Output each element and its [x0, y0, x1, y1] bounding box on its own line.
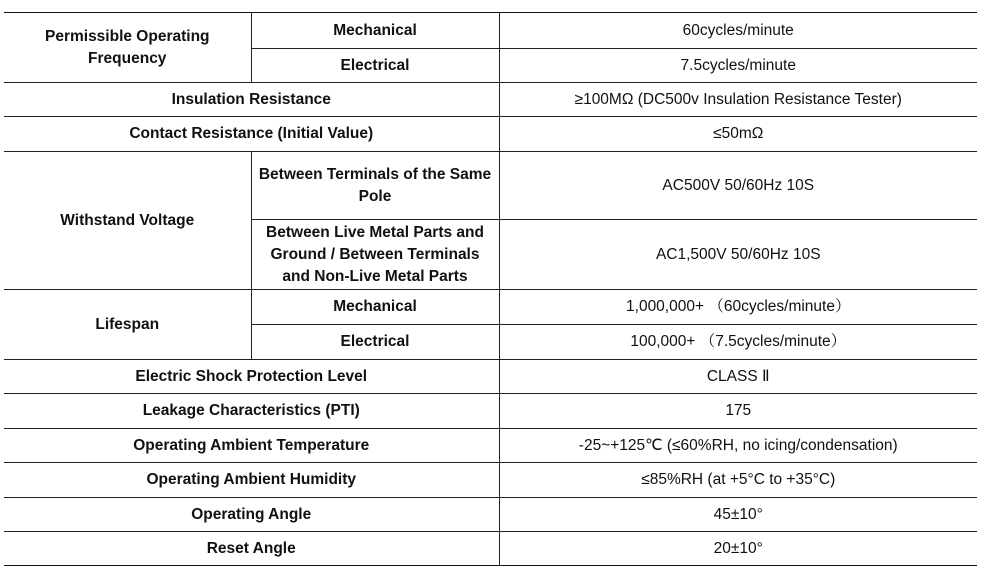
table-row — [4, 463, 977, 498]
table-row — [4, 429, 977, 463]
lifespan-mechanical-value: 1,000,000+ （60cycles/minute） — [499, 290, 977, 325]
table-row — [4, 152, 977, 220]
operating-angle-label: Operating Angle — [4, 498, 499, 532]
lifespan-label: Lifespan — [4, 290, 251, 360]
table-row — [4, 394, 977, 429]
specifications-table — [4, 12, 977, 566]
shock-protection-label: Electric Shock Protection Level — [4, 360, 499, 394]
table-row — [4, 117, 977, 152]
insulation-resistance-value: ≥100MΩ (DC500v Insulation Resistance Tester) — [499, 83, 977, 117]
ambient-temperature-value: -25~+125℃ (≤60%RH, no icing/condensation) — [499, 429, 977, 463]
live-metal-value: AC1,500V 50/60Hz 10S — [499, 220, 977, 290]
ambient-humidity-value: ≤85%RH (at +5°C to +35°C) — [499, 463, 977, 498]
lifespan-electrical-label: Electrical — [251, 325, 499, 360]
table-row — [4, 83, 977, 117]
shock-protection-value: CLASS Ⅱ — [499, 360, 977, 394]
table-row — [4, 13, 977, 49]
live-metal-label: Between Live Metal Parts and Ground / Between Terminals and Non-Live Metal Parts — [251, 220, 499, 290]
leakage-value: 175 — [499, 394, 977, 429]
table-row — [4, 360, 977, 394]
insulation-resistance-label: Insulation Resistance — [4, 83, 499, 117]
contact-resistance-value: ≤50mΩ — [499, 117, 977, 152]
operating-angle-value: 45±10° — [499, 498, 977, 532]
contact-resistance-label: Contact Resistance (Initial Value) — [4, 117, 499, 152]
ambient-humidity-label: Operating Ambient Humidity — [4, 463, 499, 498]
operating-frequency-label: Permissible Operating Frequency — [4, 13, 251, 83]
ambient-temperature-label: Operating Ambient Temperature — [4, 429, 499, 463]
withstand-voltage-label: Withstand Voltage — [4, 152, 251, 290]
frequency-electrical-value: 7.5cycles/minute — [499, 49, 977, 83]
frequency-mechanical-value: 60cycles/minute — [499, 13, 977, 49]
same-pole-value: AC500V 50/60Hz 10S — [499, 152, 977, 220]
frequency-electrical-label: Electrical — [251, 49, 499, 83]
lifespan-mechanical-label: Mechanical — [251, 290, 499, 325]
reset-angle-value: 20±10° — [499, 532, 977, 566]
leakage-label: Leakage Characteristics (PTI) — [4, 394, 499, 429]
table-row — [4, 532, 977, 566]
lifespan-electrical-value: 100,000+ （7.5cycles/minute） — [499, 325, 977, 360]
table-row — [4, 498, 977, 532]
same-pole-label: Between Terminals of the Same Pole — [251, 152, 499, 220]
frequency-mechanical-label: Mechanical — [251, 13, 499, 49]
reset-angle-label: Reset Angle — [4, 532, 499, 566]
table-row — [4, 290, 977, 325]
